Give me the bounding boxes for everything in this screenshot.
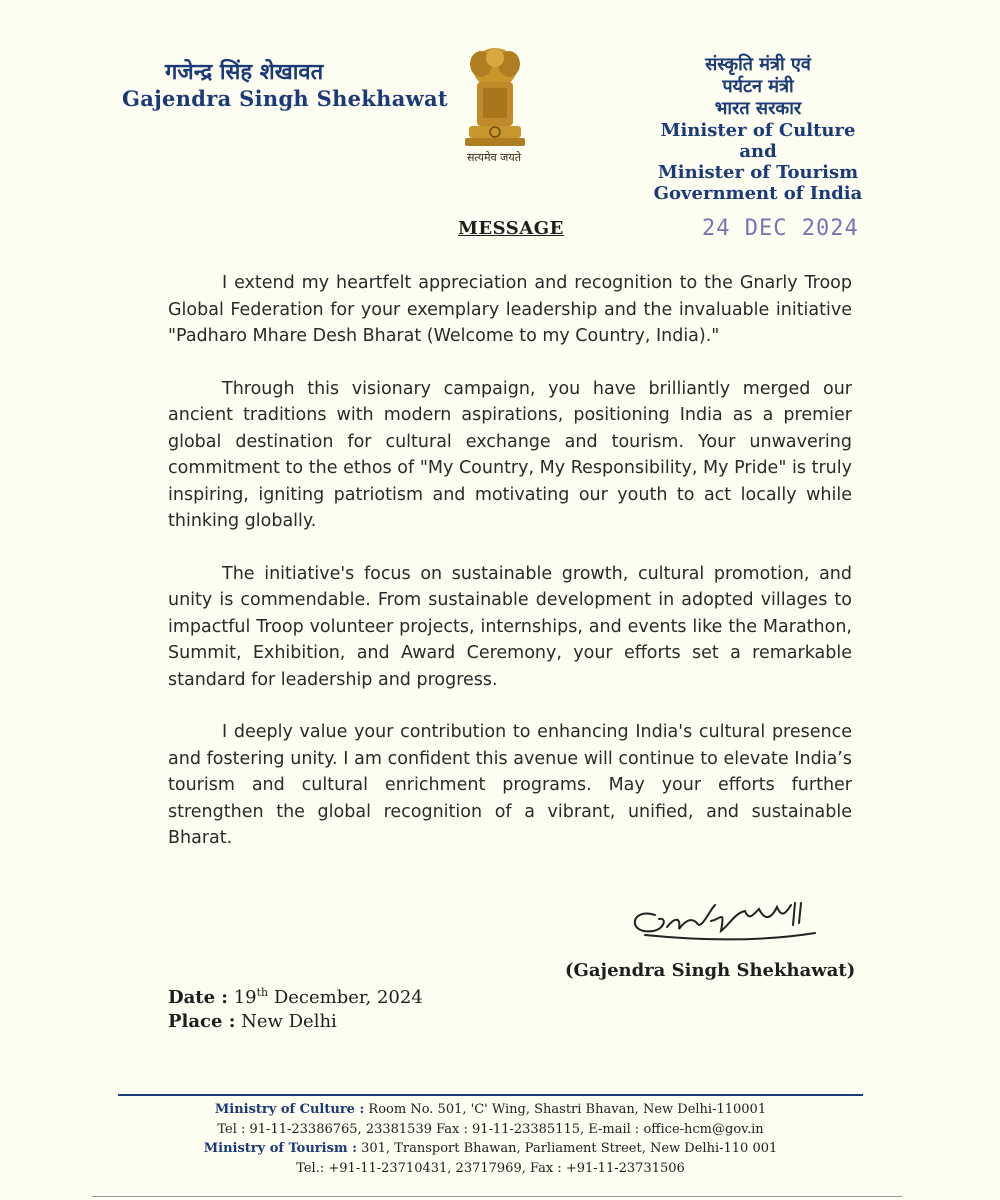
date-stamp: 24 DEC 2024 [702,216,859,241]
date-suffix: th [256,986,269,999]
title-hindi-line: भारत सरकार [714,98,802,119]
signature-icon [625,895,825,945]
message-paragraph: The initiative's focus on sustainable growth, cultural promotion, and unity is commendable. From sustainable development in adopted villages to impactful Troop volunteer projects, internships, and events like the Marathon, Summit, Exhibition, and Award Ceremony, your efforts set a remarkable standard for leadership and progress. [168,563,852,690]
tourism-label: Ministry of Tourism : [203,1141,357,1156]
place-line [168,1011,337,1032]
tourism-contact: Tel.: +91-11-23710431, 23717969, Fax : +91-11-23731506 [296,1160,685,1176]
message-heading: MESSAGE [458,218,564,239]
date-value: December, 2024 [273,987,423,1008]
date-line [168,986,423,1008]
culture-address: Room No. 501, 'C' Wing, Shastri Bhavan, New Delhi-110001 [368,1102,767,1117]
message-paragraph: Through this visionary campaign, you have brilliantly merged our ancient traditions with modern aspirations, positioning India as a premier global destination for cultural exchange and tourism. Your unwavering commitment to the ethos of "My Country, My Responsibility, My Pride" is truly inspiring, igniting patriotism and motivating our youth to act locally while thinking globally. [168,378,852,531]
signatory-name: (Gajendra Singh Shekhawat) [565,960,856,981]
title-english-line: Minister of Culture and [660,120,856,162]
minister-title-block [640,54,876,204]
culture-label: Ministry of Culture : [214,1102,365,1117]
title-hindi-line: संस्कृति मंत्री एवं [705,54,811,75]
message-paragraph: I deeply value your contribution to enhancing India's cultural presence and fostering unity. I am confident this avenue will continue to elevate India’s tourism and cultural enrichment programs. May your efforts further strengthen the global recognition of a vibrant, unified, and sustainable Bharat. [168,722,852,848]
place-label: Place : [168,1011,236,1032]
title-english-line: Minister of Tourism [657,162,859,183]
date-label: Date : [168,987,228,1008]
minister-name-english: Gajendra Singh Shekhawat [122,86,448,111]
emblem-motto: सत्यमेव जयते [466,151,521,164]
tourism-address: 301, Transport Bhawan, Parliament Street, New Delhi-110 001 [361,1141,778,1156]
footer-tourism-address [118,1139,863,1159]
place-value: New Delhi [241,1011,337,1032]
footer-divider [118,1094,863,1096]
page-bottom-line [92,1196,902,1197]
date-day: 19 [233,987,257,1008]
footer-culture-address [118,1100,863,1120]
message-paragraph: I extend my heartfelt appreciation and recognition to the Gnarly Troop Global Federation for your exemplary leadership and the invaluable initiative "Padharo Mhare Desh Bharat (Welcome to my Country, India)." [168,273,852,346]
message-body [168,270,852,878]
footer-addresses [118,1100,863,1178]
title-hindi-line: पर्यटन मंत्री [722,76,794,97]
culture-contact: Tel : 91-11-23386765, 23381539 Fax : 91-11-23385115, E-mail : office-hcm@gov.in [217,1121,764,1137]
minister-name-hindi: गजेन्द्र सिंह शेखावत [165,59,324,85]
title-english-line: Government of India [653,183,863,204]
